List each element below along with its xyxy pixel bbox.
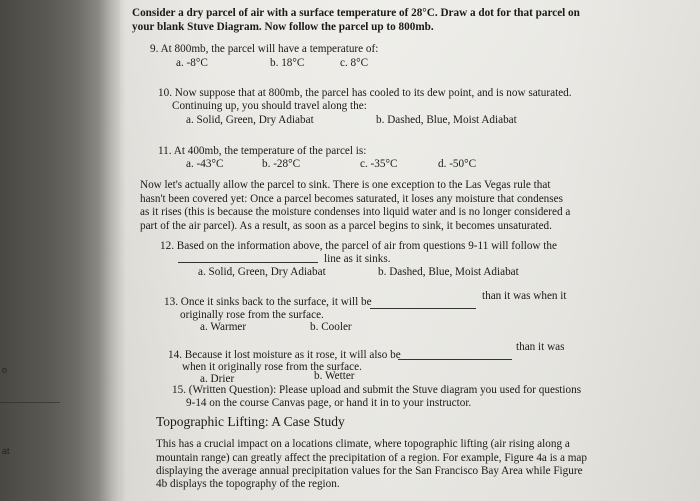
question-12-option-a: a. Solid, Green, Dry Adiabat <box>198 266 326 278</box>
paragraph-line: 4b displays the topography of the region. <box>156 478 340 490</box>
question-11-option-a: a. -43°C <box>186 158 224 170</box>
adjacent-page-fragment: o <box>2 365 8 375</box>
paragraph-line: as it rises (this is because the moisture condenses into liquid water and is no longer considered a <box>140 206 571 218</box>
intro-line: your blank Stuve Diagram. Now follow the parcel up to 800mb. <box>132 21 434 33</box>
question-9-option-b: b. 18°C <box>270 57 305 69</box>
answer-blank <box>398 349 512 360</box>
question-12-stem-end: line as it sinks. <box>324 253 391 265</box>
paragraph-line: displaying the average annual precipitation values for the San Francisco Bay Area while Figure <box>156 465 583 477</box>
worksheet-page <box>120 0 700 501</box>
question-14-option-a: a. Drier <box>200 373 235 385</box>
question-14-option-b: b. Wetter <box>314 370 355 382</box>
adjacent-page-fragment: at <box>2 446 10 456</box>
question-14-stem-end: than it was <box>516 341 565 353</box>
question-11-option-b: b. -28°C <box>262 158 301 170</box>
answer-blank <box>178 252 318 263</box>
paragraph-line: part of the air parcel). As a result, as soon as a parcel begins to sink, it becomes unsaturated. <box>140 220 552 232</box>
paragraph-line: This has a crucial impact on a locations climate, where topographic lifting (air rising along a <box>156 438 570 450</box>
question-14-stem: 14. Because it lost moisture as it rose, it will also be <box>168 349 401 361</box>
intro-line: Consider a dry parcel of air with a surface temperature of 28°C. Draw a dot for that parcel on <box>132 7 580 19</box>
question-10-option-a: a. Solid, Green, Dry Adiabat <box>186 114 314 126</box>
question-11-option-d: d. -50°C <box>438 158 477 170</box>
paragraph-line: Now let's actually allow the parcel to sink. There is one exception to the Las Vegas rule that <box>140 179 551 191</box>
question-12-option-b: b. Dashed, Blue, Moist Adiabat <box>378 266 519 278</box>
question-13-option-b: b. Cooler <box>310 321 352 333</box>
question-9-option-a: a. -8°C <box>176 57 208 69</box>
question-15-stem: 15. (Written Question): Please upload and submit the Stuve diagram you used for questions <box>172 384 582 396</box>
question-13-stem: 13. Once it sinks back to the surface, it will be <box>164 296 372 308</box>
question-12-stem: 12. Based on the information above, the parcel of air from questions 9-11 will follow the <box>160 240 557 252</box>
paragraph-line: mountain range) can greatly affect the precipitation of a region. For example, Figure 4a is a map <box>156 452 587 464</box>
question-10-stem: 10. Now suppose that at 800mb, the parcel has cooled to its dew point, and is now saturated. <box>158 87 572 99</box>
question-10-stem: Continuing up, you should travel along the: <box>172 100 367 112</box>
question-14-stem: when it originally rose from the surface. <box>182 361 362 373</box>
question-15-stem: 9-14 on the course Canvas page, or hand it in to your instructor. <box>186 397 472 409</box>
question-9-stem: 9. At 800mb, the parcel will have a temperature of: <box>150 43 379 55</box>
question-13-stem: originally rose from the surface. <box>180 309 324 321</box>
page-edge-line <box>0 402 60 403</box>
section-heading: Topographic Lifting: A Case Study <box>156 414 345 429</box>
answer-blank <box>370 298 476 309</box>
question-10-option-b: b. Dashed, Blue, Moist Adiabat <box>376 114 517 126</box>
question-11-option-c: c. -35°C <box>360 158 398 170</box>
question-9-option-c: c. 8°C <box>340 57 369 69</box>
paragraph-line: hasn't been covered yet: Once a parcel becomes saturated, it loses any moisture that condenses <box>140 193 563 205</box>
question-13-option-a: a. Warmer <box>200 321 247 333</box>
question-13-stem-end: than it was when it <box>482 290 567 302</box>
question-11-stem: 11. At 400mb, the temperature of the parcel is: <box>158 145 367 157</box>
